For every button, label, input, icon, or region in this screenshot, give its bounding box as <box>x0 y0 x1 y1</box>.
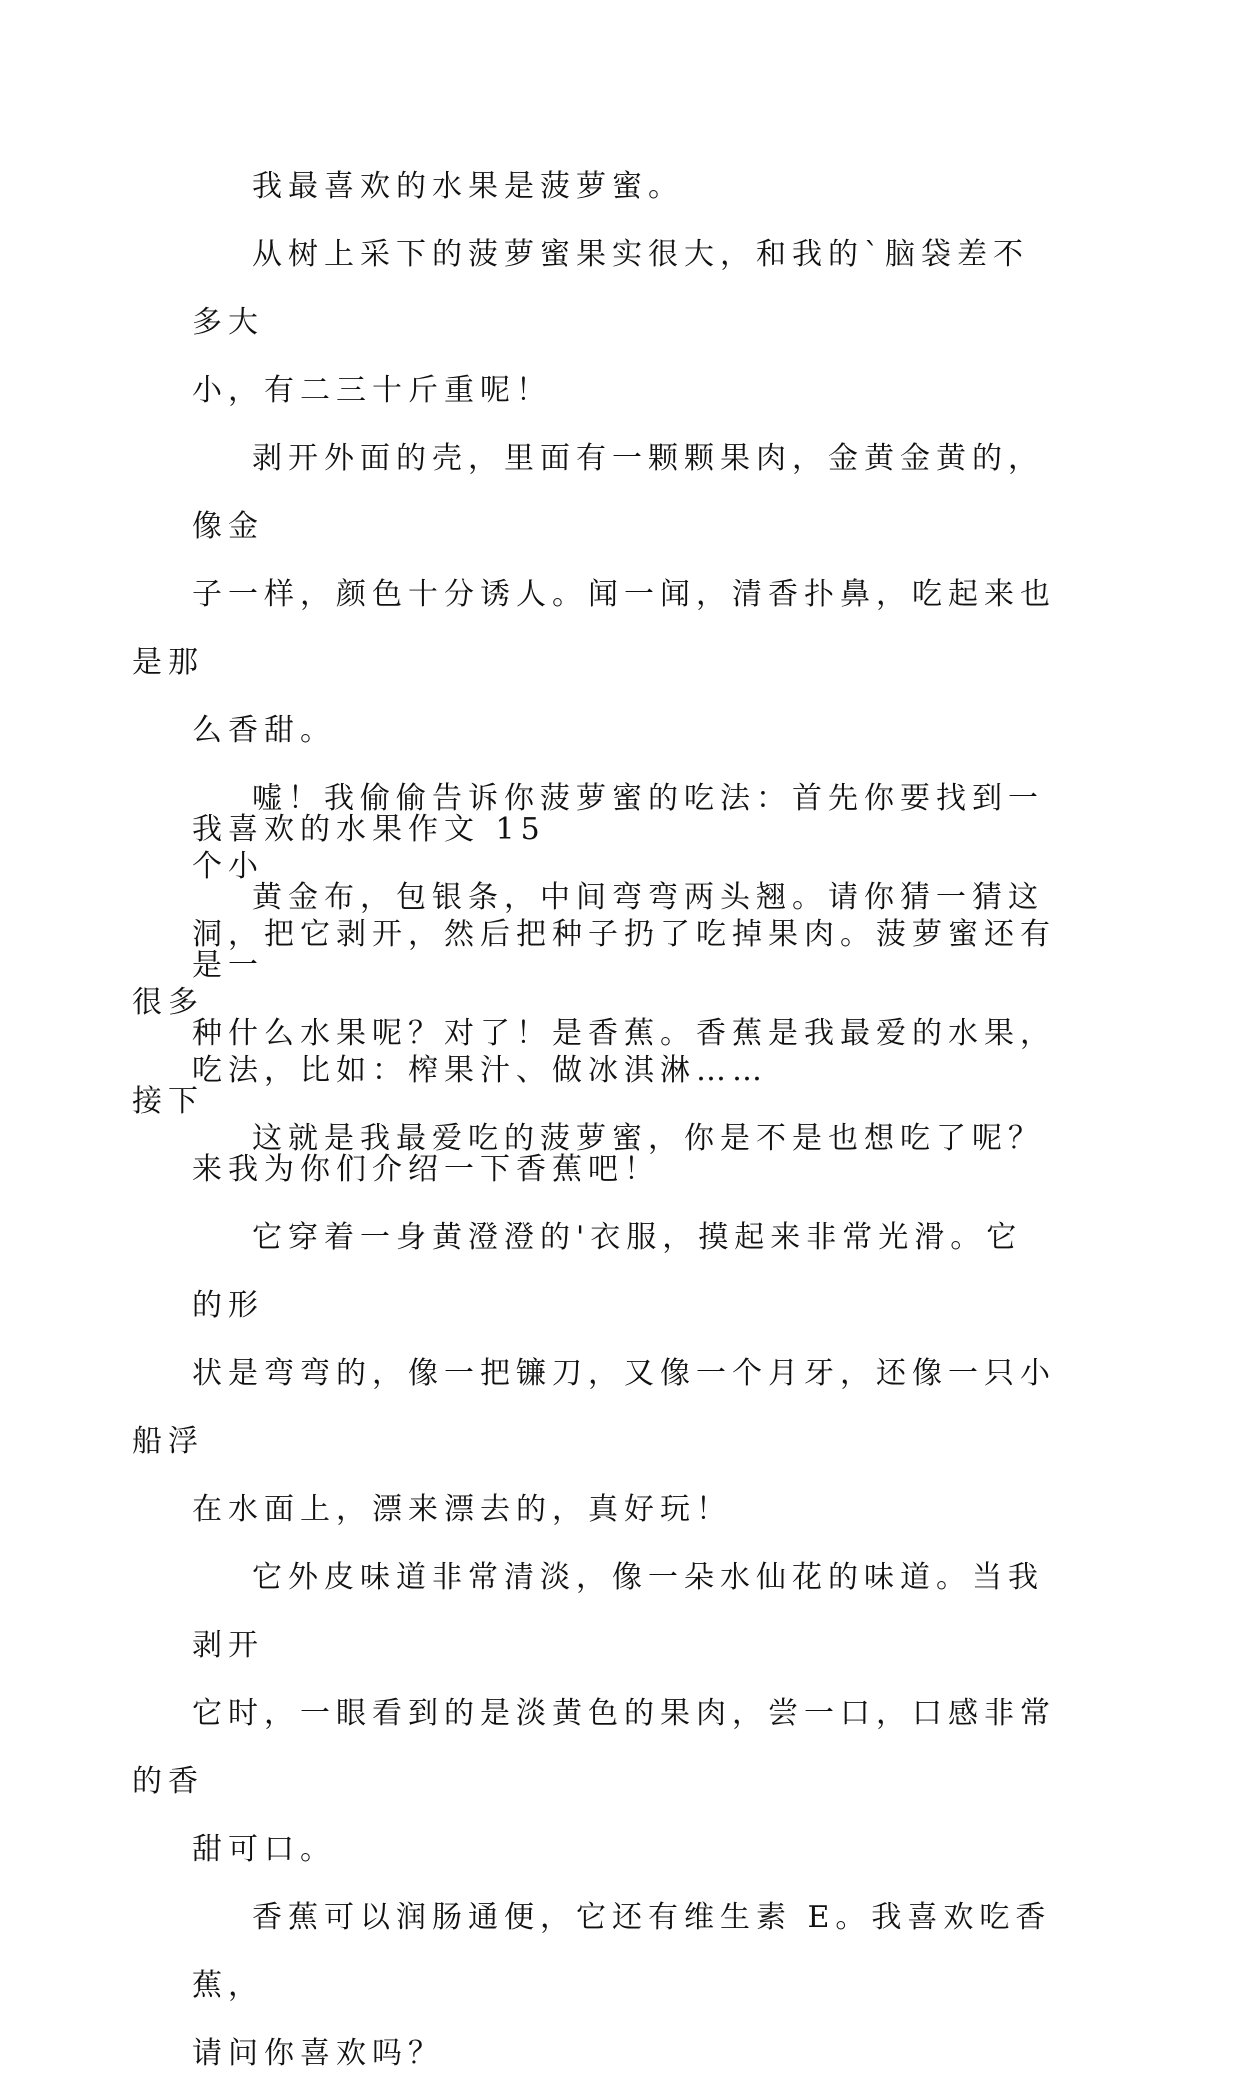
essay-1-paragraph-3 <box>132 425 1057 765</box>
text-line: 洞，把它剥开，然后把种子扔了吃掉果肉。菠萝蜜还有很多 <box>132 917 1056 1020</box>
text-line: 我最喜欢的水果是菠萝蜜。 <box>252 169 684 204</box>
text-line: 子一样，颜色十分诱人。闻一闻，清香扑鼻，吃起来也是那 <box>132 577 1056 680</box>
text-line: 状是弯弯的，像一把镰刀，又像一个月牙，还像一只小船浮 <box>132 1356 1056 1459</box>
essay-2-paragraph-1 <box>132 864 1057 1204</box>
text-line: 它穿着一身黄澄澄的'衣服，摸起来非常光滑。它的形 <box>192 1220 1023 1323</box>
text-line: 这就是我最爱吃的菠萝蜜，你是不是也想吃了呢？ <box>252 1121 1044 1156</box>
essay-2-paragraph-3 <box>132 1544 1057 1884</box>
essay-2-body <box>132 864 1057 2088</box>
text-line: 小，有二三十斤重呢！ <box>192 373 552 408</box>
text-line: 在水面上，漂来漂去的，真好玩！ <box>192 1492 732 1527</box>
text-line: 剥开外面的壳，里面有一颗颗果肉，金黄金黄的，像金 <box>192 441 1044 544</box>
text-line: 来我为你们介绍一下香蕉吧！ <box>192 1152 660 1187</box>
text-line: 香蕉可以润肠通便，它还有维生素 E。我喜欢吃香蕉， <box>192 1900 1052 2003</box>
text-line: 黄金布，包银条，中间弯弯两头翘。请你猜一猜这是一 <box>192 880 1044 983</box>
text-line: 请问你喜欢吗？ <box>192 2036 444 2071</box>
essay-2-paragraph-2 <box>132 1204 1057 1544</box>
essay-2-title: 我喜欢的水果作文 15 <box>192 812 546 847</box>
text-line: 甜可口。 <box>192 1832 336 1867</box>
text-line: 它外皮味道非常清淡，像一朵水仙花的味道。当我剥开 <box>192 1560 1044 1663</box>
essay-1-paragraph-1 <box>192 153 1057 221</box>
text-line: 嘘！我偷偷告诉你菠萝蜜的吃法：首先你要找到一个小 <box>192 781 1044 884</box>
text-line: 么香甜。 <box>192 713 336 748</box>
text-line: 它时，一眼看到的是淡黄色的果肉，尝一口，口感非常的香 <box>132 1696 1056 1799</box>
text-line: 种什么水果呢？对了！是香蕉。香蕉是我最爱的水果，接下 <box>132 1016 1056 1119</box>
text-line: 吃法，比如：榨果汁、做冰淇淋…… <box>192 1053 768 1088</box>
essay-1-paragraph-2 <box>192 221 1057 425</box>
essay-2-paragraph-4 <box>192 1884 1057 2088</box>
text-line: 从树上采下的菠萝蜜果实很大，和我的`脑袋差不多大 <box>192 237 1029 340</box>
